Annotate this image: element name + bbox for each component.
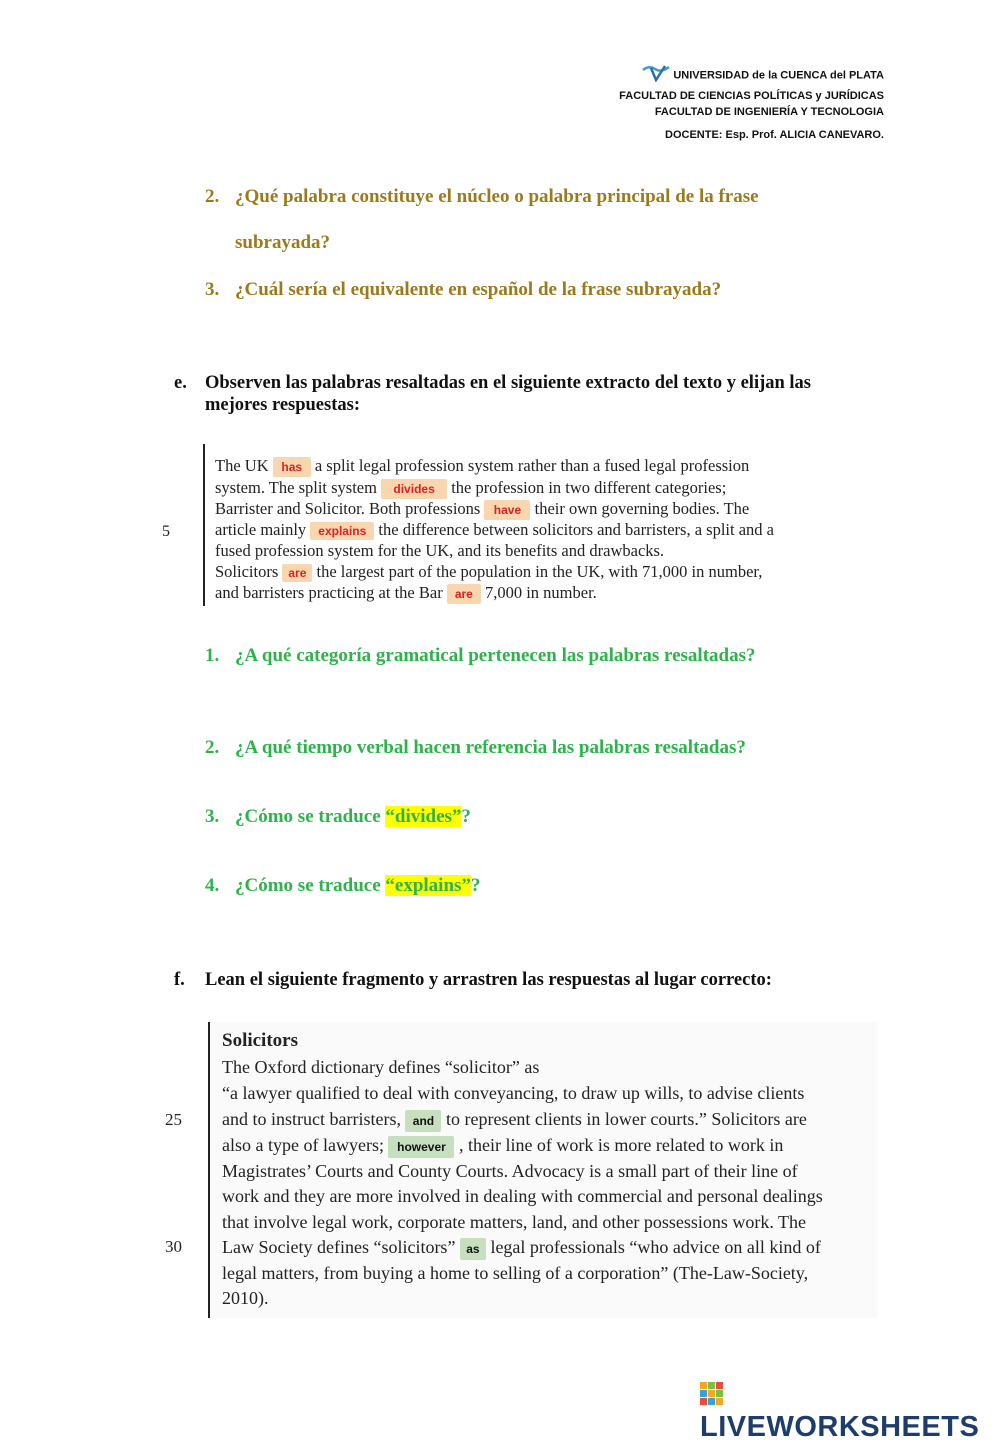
text-segment: system. The split system	[215, 478, 377, 497]
excerpt-line: work and they are more involved in dealing with commercial and personal dealings	[222, 1186, 823, 1206]
excerpt-e	[203, 444, 855, 606]
prev-question-2-continuation: subrayada?	[235, 232, 331, 253]
liveworksheets-logo	[700, 1378, 1000, 1444]
excerpt-line: fused profession system for the UK, and its benefits and drawbacks.	[215, 541, 665, 560]
excerpt-line: “a lawyer qualified to deal with conveyancing, to draw up wills, to advise clients	[222, 1083, 805, 1103]
text-segment: Barrister and Solicitor. Both professions	[215, 499, 481, 518]
question-text: ¿A qué categoría gramatical pertenecen las palabras resaltadas?	[235, 645, 756, 666]
question-number: 4.	[205, 875, 220, 896]
question-number: 2.	[205, 737, 220, 758]
drop-zone-and[interactable]: and	[405, 1110, 441, 1132]
drop-zone-have[interactable]: have	[484, 500, 530, 520]
question-e-1	[205, 645, 756, 667]
line-number: 30	[165, 1237, 182, 1256]
section-letter: e.	[174, 373, 187, 393]
question-number: 2.	[205, 186, 220, 207]
question-text: ?	[461, 806, 471, 827]
excerpt-line	[222, 1237, 821, 1260]
prev-question-2	[205, 186, 759, 208]
text-segment: , their line of work is more related to work in	[458, 1135, 784, 1155]
excerpt-line	[215, 456, 749, 477]
text-segment: and barristers practicing at the Bar	[215, 583, 443, 602]
text-segment: and to instruct barristers,	[222, 1109, 401, 1129]
text-segment: a split legal profession system rather than a fused legal profession	[314, 456, 750, 475]
question-text: ¿A qué tiempo verbal hacen referencia las palabras resaltadas?	[235, 737, 746, 758]
drop-zone-as[interactable]: as	[460, 1238, 486, 1260]
drop-zone-are-2[interactable]: are	[447, 584, 481, 604]
line-number: 25	[165, 1110, 182, 1129]
question-number: 3.	[205, 279, 220, 300]
faculty-engineering: FACULTAD DE INGENIERÍA Y TECNOLOGIA	[654, 106, 884, 118]
document-header	[619, 64, 884, 143]
teacher-name: DOCENTE: Esp. Prof. ALICIA CANEVARO.	[665, 128, 884, 141]
section-text: Lean el siguiente fragmento y arrastren las respuestas al lugar correcto:	[205, 970, 772, 990]
university-name: UNIVERSIDAD de la CUENCA del PLATA	[673, 69, 884, 82]
liveworksheets-wordmark: LIVEWORKSHEETS	[700, 1411, 980, 1443]
drop-zone-has[interactable]: has	[273, 457, 311, 477]
question-number: 1.	[205, 645, 220, 666]
drop-zone-however[interactable]: however	[388, 1136, 454, 1158]
excerpt-line: that involve legal work, corporate matters, land, and other possessions work. The	[222, 1212, 807, 1232]
text-segment: 7,000 in number.	[484, 583, 597, 602]
text-segment: article mainly	[215, 520, 307, 539]
excerpt-line: The Oxford dictionary defines “solicitor” as	[222, 1057, 540, 1077]
question-text: ?	[470, 875, 481, 896]
excerpt-line: 2010).	[222, 1288, 269, 1308]
excerpt-title: Solicitors	[222, 1030, 298, 1051]
faculty-politics: FACULTAD DE CIENCIAS POLÍTICAS y JURÍDICAS	[619, 89, 884, 102]
text-segment: their own governing bodies. The	[534, 499, 750, 518]
text-segment: the largest part of the population in the UK, with 71,000 in number,	[316, 562, 763, 581]
excerpt-line	[222, 1109, 807, 1132]
section-f-instruction	[174, 969, 870, 991]
excerpt-f	[208, 1022, 878, 1318]
question-e-2	[205, 737, 746, 759]
question-number: 3.	[205, 806, 220, 827]
question-text: ¿Cómo se traduce	[235, 806, 386, 827]
line-number: 5	[162, 523, 170, 540]
section-text: Observen las palabras resaltadas en el siguiente extracto del texto y elijan las mejores respuestas:	[205, 373, 811, 415]
excerpt-line: legal matters, from buying a home to selling of a corporation” (The-Law-Society,	[222, 1263, 809, 1283]
excerpt-line	[215, 562, 762, 582]
excerpt-line	[215, 478, 726, 499]
highlighted-word: “divides”	[385, 806, 462, 827]
section-letter: f.	[174, 970, 185, 990]
text-segment: the difference between solicitors and barristers, a split and a	[378, 520, 774, 539]
prev-question-3	[205, 279, 721, 301]
drop-zone-explains[interactable]: explains	[310, 522, 374, 540]
question-text: ¿Cómo se traduce	[235, 875, 386, 896]
text-segment: Law Society defines “solicitors”	[222, 1237, 456, 1257]
text-segment: The UK	[215, 456, 269, 475]
highlighted-word: “explains”	[385, 875, 471, 896]
question-text: ¿Cuál sería el equivalente en español de la frase subrayada?	[235, 279, 722, 300]
drop-zone-are-1[interactable]: are	[282, 564, 312, 582]
excerpt-line	[222, 1135, 783, 1158]
drop-zone-divides[interactable]: divides	[381, 479, 447, 499]
text-segment: legal professionals “who advice on all kind of	[490, 1237, 821, 1257]
question-text: ¿Qué palabra constituye el núcleo o palabra principal de la frase	[235, 186, 759, 207]
excerpt-line	[215, 499, 749, 520]
question-e-4	[205, 875, 480, 897]
question-e-3	[205, 806, 471, 828]
university-logo-icon	[641, 64, 671, 88]
excerpt-line	[215, 520, 774, 540]
liveworksheets-icon	[700, 1381, 724, 1405]
text-segment: the profession in two different categories;	[451, 478, 727, 497]
excerpt-line: Magistrates’ Courts and County Courts. Advocacy is a small part of their line of	[222, 1161, 798, 1181]
text-segment: Solicitors	[215, 562, 279, 581]
text-segment: also a type of lawyers;	[222, 1135, 384, 1155]
text-segment: to represent clients in lower courts.” Solicitors are	[445, 1109, 807, 1129]
section-e-instruction	[174, 372, 870, 416]
excerpt-line	[215, 583, 597, 604]
